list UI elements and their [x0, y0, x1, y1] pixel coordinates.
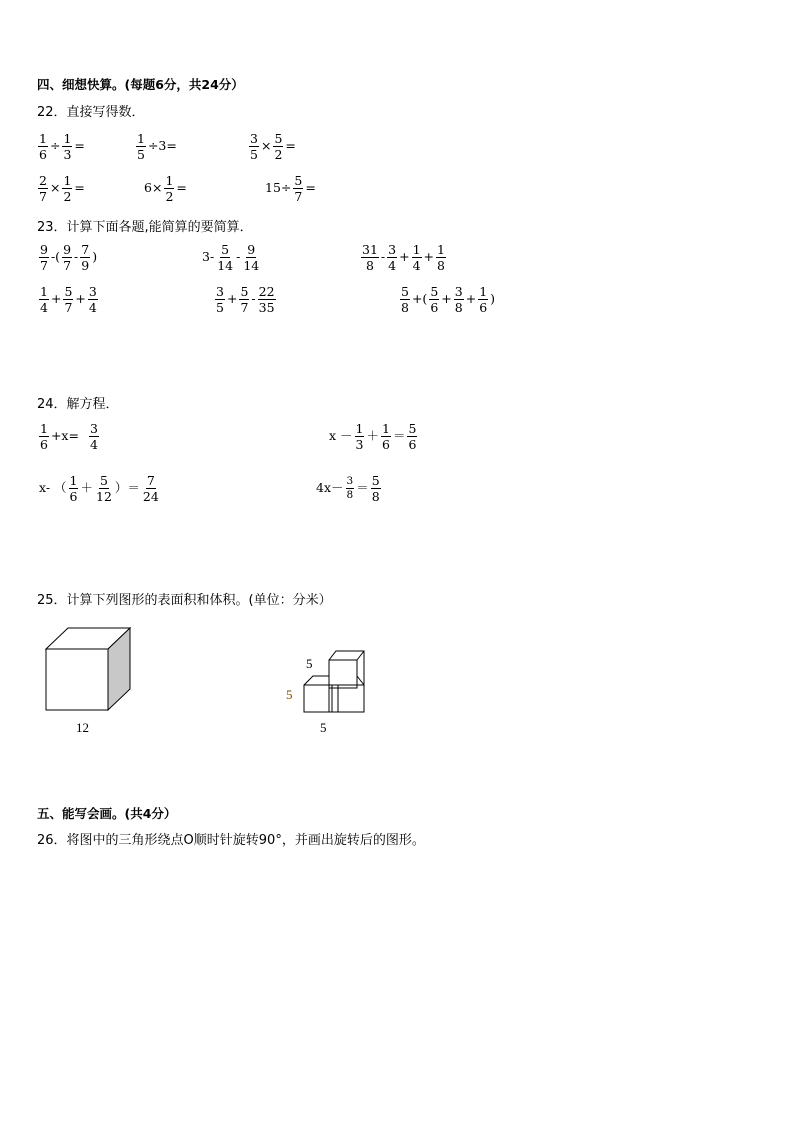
q23-title: 23．计算下面各题,能简算的要简算． [37, 220, 253, 235]
q24-eq-3: x- （ $\frac{1}{6}$ ＋ $\frac{5}{12}$ ）＝ $\frac{7}{24}$ [39, 473, 159, 505]
q22-expr-5: 6× $\frac{1}{2}$ = [144, 173, 187, 205]
q22-expr-1: $\frac{1}{6}$ ÷ $\frac{1}{3}$ = [39, 131, 85, 163]
q23-expr-4: $\frac{1}{4}$ + $\frac{5}{7}$ + $\frac{3}{4}$ [40, 284, 97, 316]
q22-expr-3: $\frac{3}{5}$ × $\frac{5}{2}$ = [250, 131, 296, 163]
q22-expr-2: $\frac{1}{5}$ ÷3= [137, 131, 177, 163]
section-4-heading: 四、细想快算。(每题6分，共24分） [37, 77, 244, 92]
q22-expr-6: 15÷ $\frac{5}{7}$ = [265, 173, 316, 205]
q23-expr-5: $\frac{3}{5}$ + $\frac{5}{7}$ - $\frac{22}{35}$ [216, 284, 275, 316]
q24-eq-4: 4x－ $\frac{3}{8}$ ＝ $\frac{5}{8}$ [316, 473, 380, 505]
q22-title: 22．直接写得数． [37, 105, 145, 120]
q24-title: 24．解方程． [37, 397, 119, 412]
q24-eq-1: $\frac{1}{6}$ +x= $\frac{3}{4}$ [40, 421, 98, 453]
q23-expr-3: $\frac{31}{8}$ - $\frac{3}{4}$ + $\frac{1}{4}$ + $\frac{1}{8}$ [362, 242, 445, 274]
q26-title: 26．将图中的三角形绕点O顺时针旋转90°，并画出旋转后的图形。 [37, 833, 425, 848]
shape-label-bottom: 5 [320, 720, 327, 735]
section-5-heading: 五、能写会画。(共4分） [37, 806, 177, 821]
q25-title: 25．计算下列图形的表面积和体积。(单位：分米） [37, 593, 332, 608]
cube-edge-label: 12 [76, 720, 89, 735]
q23-expr-1: $\frac{9}{7}$ -( $\frac{9}{7}$ - $\frac{7}{9}$ ) [40, 242, 98, 274]
q24-eq-2: x － $\frac{1}{3}$ ＋ $\frac{1}{6}$ ＝ $\frac{5}{6}$ [329, 421, 417, 453]
shape-label-top: 5 [306, 656, 313, 671]
q23-expr-2: 3- $\frac{5}{14}$ - $\frac{9}{14}$ [202, 242, 260, 274]
shape-label-left: 5 [286, 687, 293, 702]
q23-expr-6: $\frac{5}{8}$ +( $\frac{5}{6}$ + $\frac{3}{8}$ + $\frac{1}{6}$ ) [401, 284, 496, 316]
upper-cube-top-edge [329, 651, 364, 685]
q22-expr-4: $\frac{2}{7}$ × $\frac{1}{2}$ = [39, 173, 85, 205]
